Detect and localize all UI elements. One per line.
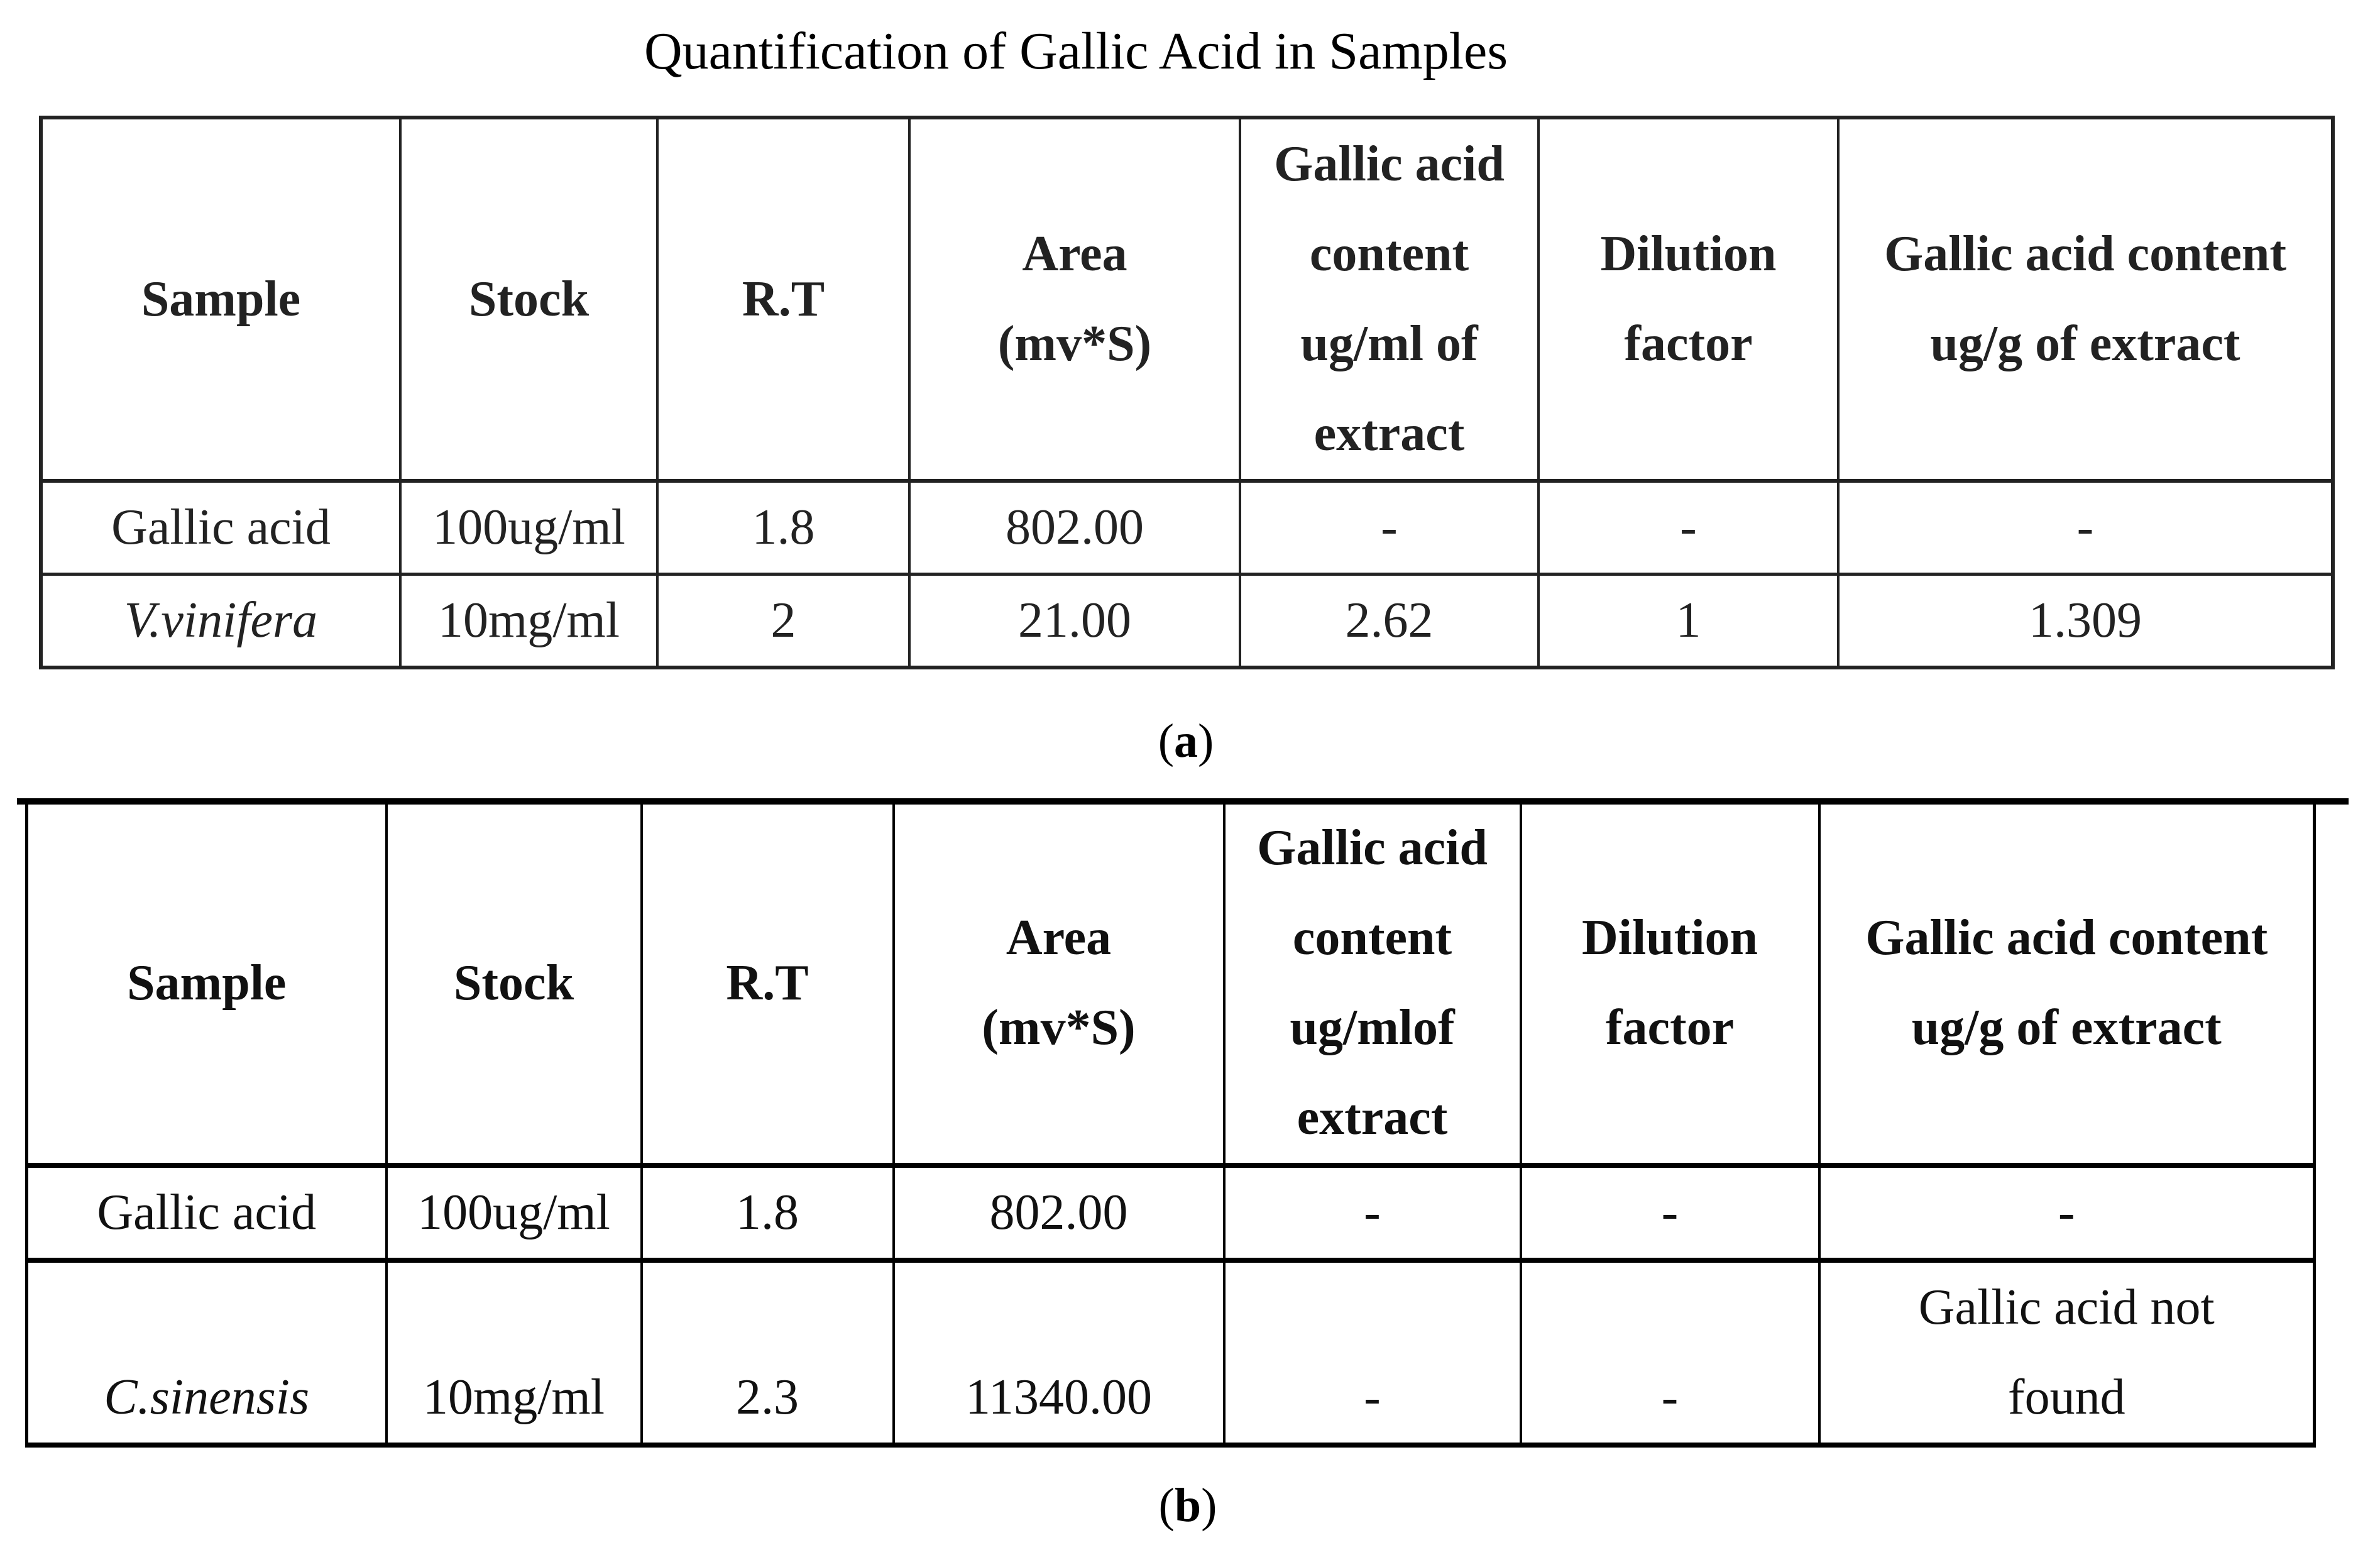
cell-content-ug-g: 1.309 bbox=[1838, 574, 2333, 668]
cell-sample: V.vinifera bbox=[41, 574, 400, 668]
table-row bbox=[27, 1260, 2315, 1445]
table-a-header-row bbox=[41, 118, 2333, 481]
header-sample: Sample bbox=[27, 803, 387, 1165]
header-dilution-factor: Dilution factor bbox=[1521, 803, 1819, 1165]
table-row bbox=[41, 574, 2333, 668]
header-content-ug-g: Gallic acid content ug/g of extract bbox=[1838, 118, 2333, 481]
cell-content-ug-ml: 2.62 bbox=[1240, 574, 1538, 668]
header-sample: Sample bbox=[41, 118, 400, 481]
cell-rt: 2 bbox=[657, 574, 909, 668]
header-area: Area (mv*S) bbox=[894, 803, 1224, 1165]
cell-area: 802.00 bbox=[909, 481, 1240, 574]
cell-sample: Gallic acid bbox=[27, 1165, 387, 1260]
cell-dilution-factor: - bbox=[1521, 1260, 1819, 1445]
header-content-ug-g: Gallic acid content ug/g of extract bbox=[1819, 803, 2315, 1165]
table-b-header-row bbox=[27, 803, 2315, 1165]
cell-stock: 10mg/ml bbox=[387, 1260, 642, 1445]
cell-dilution-factor: - bbox=[1521, 1165, 1819, 1260]
table-row bbox=[27, 1165, 2315, 1260]
cell-rt: 1.8 bbox=[642, 1165, 894, 1260]
header-dilution-factor: Dilution factor bbox=[1538, 118, 1838, 481]
header-content-ug-ml: Gallic acid content ug/mlof extract bbox=[1224, 803, 1521, 1165]
cell-content-ug-g: - bbox=[1838, 481, 2333, 574]
figure-title: Quantification of Gallic Acid in Samples bbox=[644, 22, 1508, 80]
cell-rt: 1.8 bbox=[657, 481, 909, 574]
cell-area: 802.00 bbox=[894, 1165, 1224, 1260]
table-row bbox=[41, 481, 2333, 574]
table-b bbox=[25, 803, 2316, 1448]
cell-area: 21.00 bbox=[909, 574, 1240, 668]
header-stock: Stock bbox=[400, 118, 657, 481]
cell-content-ug-g: - bbox=[1819, 1165, 2315, 1260]
cell-content-ug-g: Gallic acid not found bbox=[1819, 1260, 2315, 1445]
table-a bbox=[39, 116, 2335, 669]
header-rt: R.T bbox=[657, 118, 909, 481]
caption-a: (a) bbox=[1158, 715, 1214, 767]
header-rt: R.T bbox=[642, 803, 894, 1165]
cell-dilution-factor: - bbox=[1538, 481, 1838, 574]
cell-rt: 2.3 bbox=[642, 1260, 894, 1445]
header-stock: Stock bbox=[387, 803, 642, 1165]
cell-area: 11340.00 bbox=[894, 1260, 1224, 1445]
caption-b: (b) bbox=[1158, 1479, 1217, 1532]
cell-content-ug-ml: - bbox=[1224, 1165, 1521, 1260]
cell-sample: Gallic acid bbox=[41, 481, 400, 574]
cell-sample: C.sinensis bbox=[27, 1260, 387, 1445]
cell-stock: 100ug/ml bbox=[387, 1165, 642, 1260]
header-area: Area (mv*S) bbox=[909, 118, 1240, 481]
cell-content-ug-ml: - bbox=[1240, 481, 1538, 574]
cell-stock: 100ug/ml bbox=[400, 481, 657, 574]
cell-content-ug-ml: - bbox=[1224, 1260, 1521, 1445]
cell-dilution-factor: 1 bbox=[1538, 574, 1838, 668]
header-content-ug-ml: Gallic acid content ug/ml of extract bbox=[1240, 118, 1538, 481]
cell-stock: 10mg/ml bbox=[400, 574, 657, 668]
